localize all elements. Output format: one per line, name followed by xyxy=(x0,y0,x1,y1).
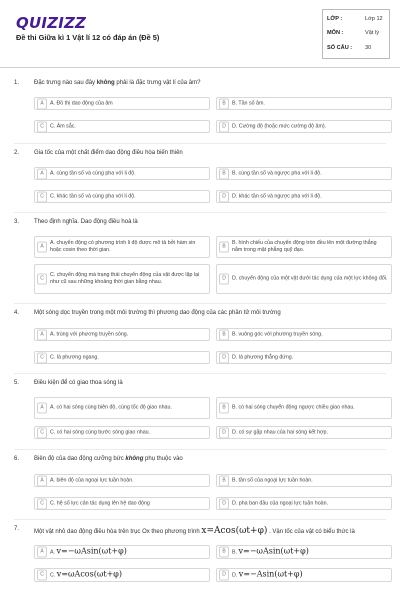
option-letter: B xyxy=(219,475,229,486)
question-number: 2. xyxy=(14,150,20,156)
option-text: C. Âm sắc. xyxy=(50,123,76,129)
option-letter: B xyxy=(219,242,229,253)
option-letter: D xyxy=(219,274,229,285)
question-equation: x=Acos(ωt+φ) xyxy=(201,526,268,536)
option-text xyxy=(232,571,303,580)
option-text: A. có hai sóng cùng biên độ, cùng tốc độ giao nhau. xyxy=(50,404,172,411)
option-letter: D xyxy=(219,498,229,509)
divider xyxy=(14,449,386,450)
question-text-part: Một vật nhỏ dao động điều hòa trên trục Ox theo phương trình xyxy=(34,529,202,535)
option-text: D. có sự gặp nhau của hai sóng kết hợp. xyxy=(232,429,328,435)
option-letter: B xyxy=(219,98,229,109)
option-a[interactable] xyxy=(34,474,210,487)
option-a[interactable] xyxy=(34,328,210,341)
option-c[interactable] xyxy=(34,190,210,203)
question-text xyxy=(34,456,394,462)
option-text: B. hình chiếu của chuyển động tròn đều lên một đường thẳng nằm trong mặt phẳng quỹ đạo. xyxy=(232,240,377,253)
option-b[interactable] xyxy=(216,474,392,487)
option-text: D. là phương thẳng đứng. xyxy=(232,354,294,360)
meta-subject-row xyxy=(327,30,389,41)
question-number: 4. xyxy=(14,310,20,316)
question-text-part: . Vận tốc của vật có biểu thức là xyxy=(267,529,355,535)
option-d[interactable] xyxy=(216,426,392,439)
option-text: B. Tần số âm. xyxy=(232,100,265,106)
divider xyxy=(14,212,386,213)
option-prefix: D. xyxy=(232,572,238,579)
option-prefix: A. xyxy=(50,549,56,556)
brand-logo: QUIZIZZ xyxy=(16,14,87,32)
option-b[interactable] xyxy=(216,397,392,419)
divider xyxy=(14,303,386,304)
option-b[interactable] xyxy=(216,167,392,180)
question-number: 1. xyxy=(14,80,20,86)
option-formula: v=ωAcos(ωt+φ) xyxy=(56,569,123,579)
option-letter: A xyxy=(37,547,47,558)
option-a[interactable] xyxy=(34,397,210,419)
question-text xyxy=(34,80,394,86)
option-text: B. cùng tần số và ngược pha với li độ. xyxy=(232,170,322,176)
option-d[interactable] xyxy=(216,351,392,364)
option-text: C. hệ số lực cản tác dụng lên hệ dao động xyxy=(50,500,150,506)
option-prefix: C. xyxy=(50,572,56,579)
question-text: Gia tốc của một chất điểm dao động điều hòa biến thiên xyxy=(34,150,183,156)
option-d[interactable] xyxy=(216,497,392,510)
question-number: 3. xyxy=(14,219,20,225)
option-text: B. có hai sóng chuyển động ngược chiều giao nhau. xyxy=(232,404,355,411)
option-letter: C xyxy=(37,274,47,285)
option-letter: C xyxy=(37,121,47,132)
option-text xyxy=(50,548,127,557)
option-text xyxy=(232,548,309,557)
option-c[interactable] xyxy=(34,264,210,294)
option-letter: A xyxy=(37,403,47,414)
question-number: 6. xyxy=(14,456,20,462)
meta-label: SỐ CÂU : xyxy=(327,45,353,51)
meta-class-row xyxy=(327,16,389,27)
option-letter: A xyxy=(37,329,47,340)
option-letter: C xyxy=(37,427,47,438)
option-c[interactable] xyxy=(34,120,210,133)
option-letter: D xyxy=(219,121,229,132)
option-text: B. tần số của ngoại lực tuần hoàn. xyxy=(232,477,313,483)
meta-value: Vật lý xyxy=(365,30,379,36)
question-text xyxy=(34,526,394,536)
option-c[interactable] xyxy=(34,351,210,364)
option-a[interactable] xyxy=(34,236,210,258)
option-a[interactable] xyxy=(34,167,210,180)
option-formula: v=−Asin(ωt+φ) xyxy=(238,569,303,579)
question-text: Điều kiện để có giao thoa sóng là xyxy=(34,380,123,386)
option-b[interactable] xyxy=(216,97,392,110)
option-d[interactable] xyxy=(216,264,392,294)
question-text-part: phải là đặc trưng vật lí của âm? xyxy=(114,80,201,86)
question-text-emphasis: không xyxy=(96,80,115,86)
option-letter: A xyxy=(37,475,47,486)
option-prefix: B. xyxy=(232,549,238,556)
option-d[interactable] xyxy=(216,190,392,203)
option-text: A. trùng với phương truyền sóng. xyxy=(50,331,129,337)
option-b[interactable] xyxy=(216,236,392,258)
option-letter: D xyxy=(219,191,229,202)
option-a[interactable] xyxy=(34,97,210,110)
option-b[interactable] xyxy=(216,328,392,341)
option-d[interactable] xyxy=(216,568,392,582)
question-text-emphasis: không xyxy=(125,456,144,462)
option-letter: B xyxy=(219,329,229,340)
option-text: A. biên độ của ngoại lực tuần hoàn. xyxy=(50,477,134,483)
meta-info-box xyxy=(322,9,390,59)
option-text: C. có hai sóng cùng bước sóng giao nhau. xyxy=(50,429,151,435)
question-number: 7. xyxy=(14,526,20,532)
option-text xyxy=(50,571,122,580)
option-formula: v=−ωAsin(ωt+φ) xyxy=(56,546,127,556)
question-number: 5. xyxy=(14,380,20,386)
question-text-part: Biên độ của dao động cưỡng bức xyxy=(34,456,126,462)
option-letter: C xyxy=(37,570,47,581)
option-letter: A xyxy=(37,242,47,253)
option-text: C. khác tần số và cùng pha với li độ. xyxy=(50,193,136,199)
option-formula: v=−ωAsin(ωt+φ) xyxy=(238,546,309,556)
question-text: Một sóng dọc truyền trong một môi trường thì phương dao động của các phần tử môi trường xyxy=(34,310,281,316)
option-letter: D xyxy=(219,352,229,363)
option-letter: B xyxy=(219,403,229,414)
question-text-part: phụ thuộc vào xyxy=(143,456,183,462)
option-text: A. chuyển động có phương trình li độ được mô tả bởi hàm sin hoặc cosin theo thời gian. xyxy=(50,240,196,253)
divider xyxy=(14,373,386,374)
option-text: C. chuyển động mà trạng thái chuyển động của vật được lặp lại như cũ sau những khoảng thời gian bằng nhau. xyxy=(50,272,200,285)
meta-label: MÔN : xyxy=(327,30,344,36)
option-letter: B xyxy=(219,168,229,179)
meta-label: LỚP : xyxy=(327,16,343,22)
divider xyxy=(14,143,386,144)
option-letter: B xyxy=(219,547,229,558)
option-letter: C xyxy=(37,191,47,202)
option-d[interactable] xyxy=(216,120,392,133)
option-letter: C xyxy=(37,498,47,509)
option-letter: C xyxy=(37,352,47,363)
option-text: D. chuyển động của một vật dưới tác dụng của một lực không đổi. xyxy=(232,275,388,282)
meta-count-row xyxy=(327,45,389,56)
option-c[interactable] xyxy=(34,426,210,439)
option-letter: D xyxy=(219,427,229,438)
document-header xyxy=(0,0,400,68)
divider xyxy=(14,519,386,520)
meta-value: 30 xyxy=(365,45,372,51)
option-c[interactable] xyxy=(34,568,210,582)
option-text: D. pha ban đầu của ngoại lực tuần hoàn. xyxy=(232,500,329,506)
question-text-part: Đặc trưng nào sau đây xyxy=(34,80,97,86)
option-text: D. khác tần số và ngược pha với li độ. xyxy=(232,193,322,199)
option-c[interactable] xyxy=(34,497,210,510)
option-text: B. vuông góc với phương truyền sóng. xyxy=(232,331,323,337)
question-text: Theo định nghĩa. Dao động điều hoà là xyxy=(34,219,138,225)
document-title: Đề thi Giữa kì 1 Vật lí 12 có đáp án (Đề 5) xyxy=(16,33,160,42)
meta-value: Lớp 12 xyxy=(365,16,383,22)
option-text: C. là phương ngang. xyxy=(50,354,99,360)
option-a[interactable] xyxy=(34,545,210,559)
option-letter: D xyxy=(219,570,229,581)
option-b[interactable] xyxy=(216,545,392,559)
option-letter: A xyxy=(37,98,47,109)
option-text: A. Đồ thị dao động của âm xyxy=(50,100,113,106)
option-text: A. cùng tần số và cùng pha với li độ. xyxy=(50,170,136,176)
option-letter: A xyxy=(37,168,47,179)
option-text: D. Cường độ (hoặc mức cường độ âm). xyxy=(232,123,327,129)
